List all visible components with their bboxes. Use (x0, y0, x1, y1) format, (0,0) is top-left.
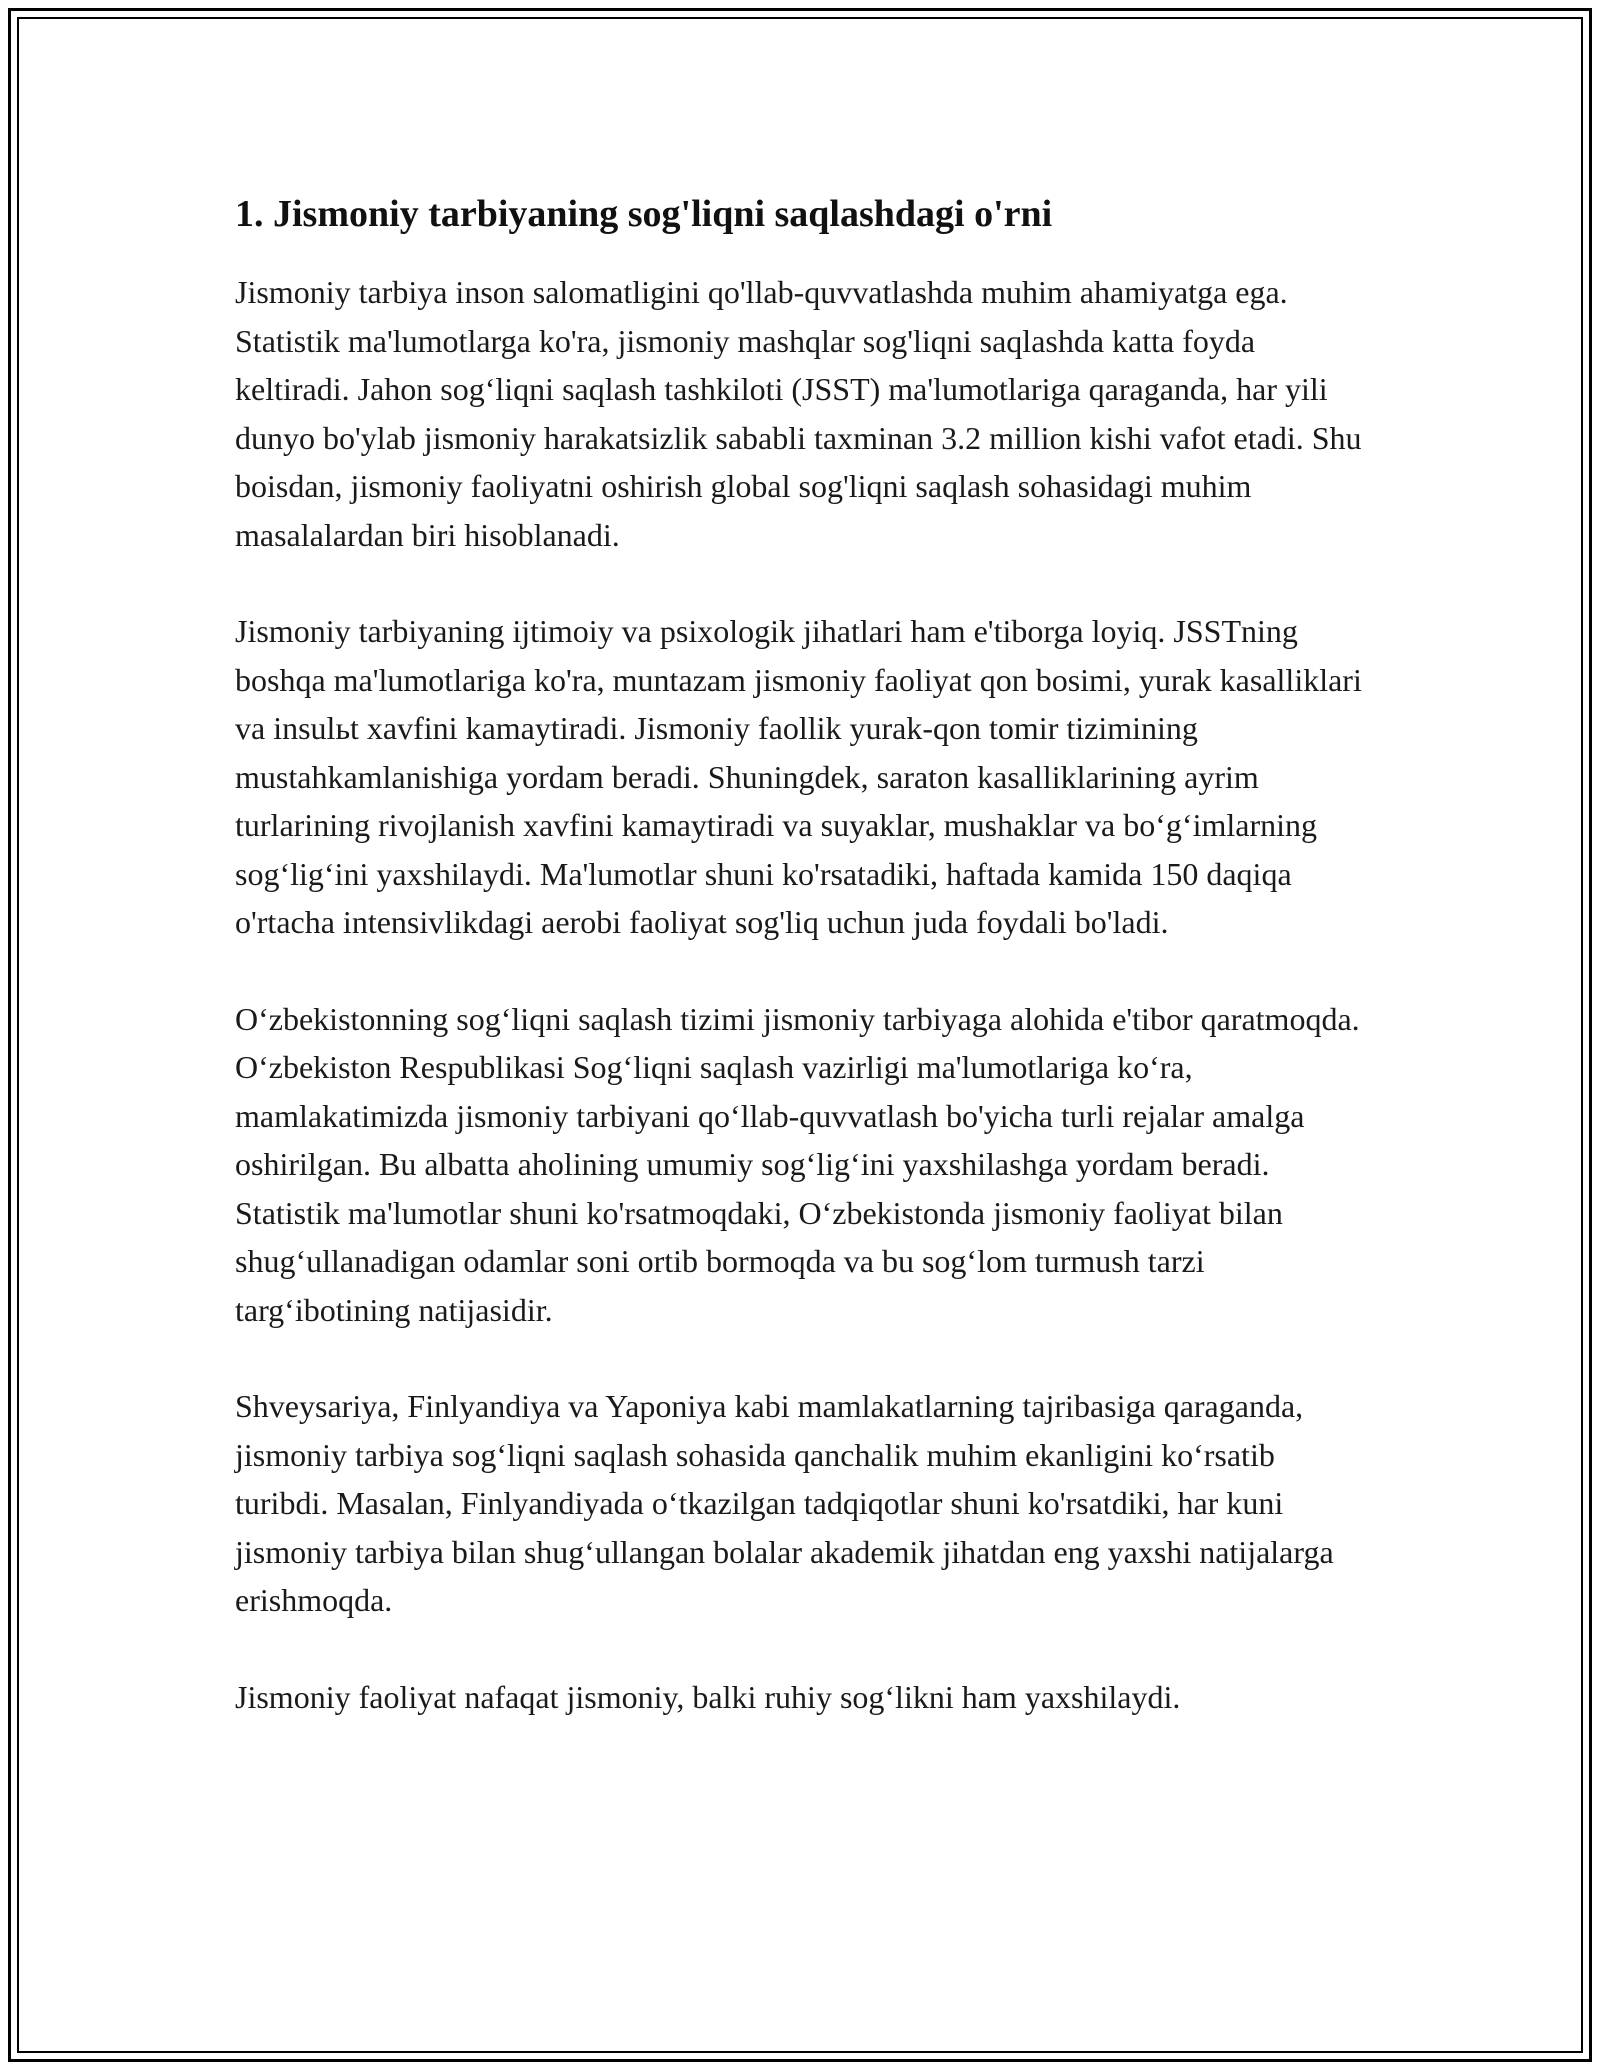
paragraph-uzbekistan: O‘zbekistonning sog‘liqni saqlash tizimi jismoniy tarbiyaga alohida e'tibor qaratmoqda. O‘zbekiston Respublikasi Sog‘liqni saqlash vazirligi ma'lumotlariga ko‘ra, mamlakatimizda jismoniy tarbiyani qo‘llab-quvvatlash bo'yicha turli rejalar amalga oshirilgan. Bu albatta aholining umumiy sog‘lig‘ini yaxshilashga yordam beradi. Statistik ma'lumotlar shuni ko'rsatmoqdaki, O‘zbekistonda jismoniy faoliyat bilan shug‘ullanadigan odamlar soni ortib bormoqda va bu sog‘lom turmush tarzi targ‘ibotining natijasidir. (235, 1000, 1360, 1328)
paragraph-global-statistics: Jismoniy tarbiya inson salomatligini qo'llab-quvvatlashda muhim ahamiyatga ega. Statistik ma'lumotlarga ko'ra, jismoniy mashqlar sog'liqni saqlashda katta foyda keltiradi. Jahon sog‘liqni saqlash tashkiloti (JSST) ma'lumotlariga qaraganda, har yili dunyo bo'ylab jismoniy harakatsizlik sababli taxminan 3.2 million kishi vafot etadi. Shu boisdan, jismoniy faoliyatni oshirish global sog'liqni saqlash sohasidagi muhim masalalardan biri hisoblanadi. (235, 274, 1362, 553)
section-heading: 1. Jismoniy tarbiyaning sog'liqni saqlashdagi o'rni (235, 193, 1053, 235)
paragraph-conclusion: Jismoniy faoliyat nafaqat jismoniy, balki ruhiy sog‘likni ham yaxshilaydi. (235, 1678, 1181, 1715)
document-body (235, 188, 1375, 1769)
paragraph-health-benefits: Jismoniy tarbiyaning ijtimoiy va psixologik jihatlari ham e'tiborga loyiq. JSSTning boshqa ma'lumotlariga ko'ra, muntazam jismoniy faoliyat qon bosimi, yurak kasalliklari va insulьt xavfini kamaytiradi. Jismoniy faollik yurak-qon tomir tizimining mustahkamlanishiga yordam beradi. Shuningdek, saraton kasalliklarining ayrim turlarining rivojlanish xavfini kamaytiradi va suyaklar, mushaklar va bo‘g‘imlarning sog‘lig‘ini yaxshilaydi. Ma'lumotlar shuni ko'rsatadiki, haftada kamida 150 daqiqa o'rtacha intensivlikdagi aerobi faoliyat sog'liq uchun juda foydali bo'ladi. (235, 613, 1362, 940)
paragraph-international-experience: Shveysariya, Finlyandiya va Yaponiya kabi mamlakatlarning tajribasiga qaraganda, jismoniy tarbiya sog‘liqni saqlash sohasida qanchalik muhim ekanligini ko‘rsatib turibdi. Masalan, Finlyandiyada o‘tkazilgan tadqiqotlar shuni ko'rsatdiki, har kuni jismoniy tarbiya bilan shug‘ullangan bolalar akademik jihatdan eng yaxshi natijalarga erishmoqda. (235, 1388, 1334, 1618)
